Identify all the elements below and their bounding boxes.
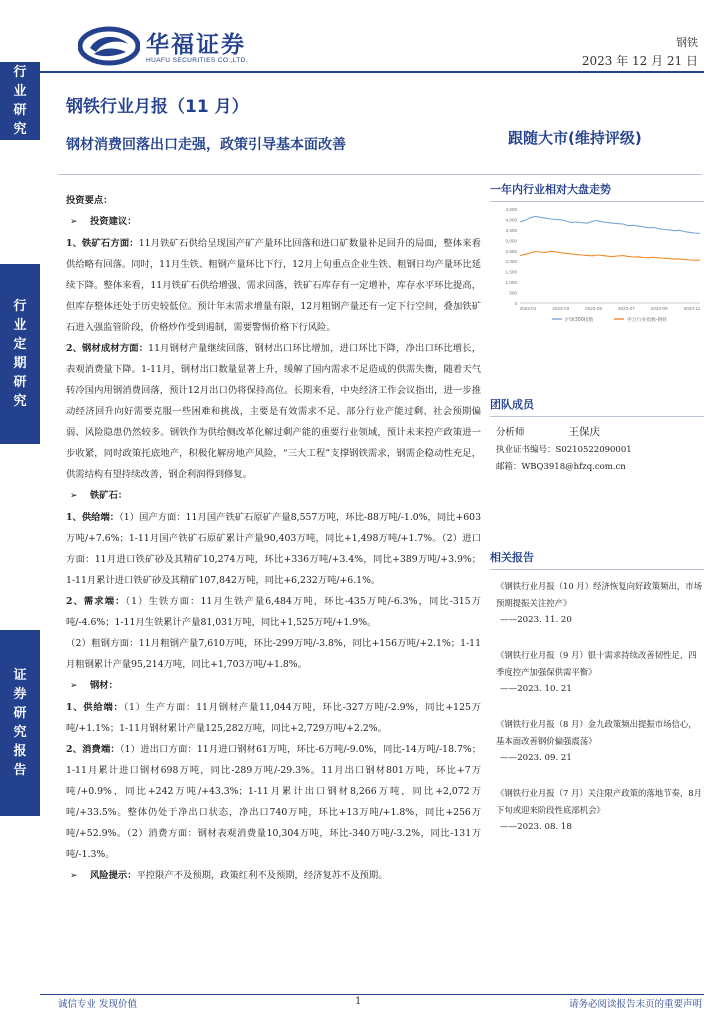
sidebar-label-securities-report — [0, 630, 40, 816]
bullet-icon: ➢ — [70, 681, 78, 691]
related-report-item[interactable] — [496, 716, 704, 767]
y-tick-label: 1,500 — [505, 269, 517, 275]
main-body — [66, 190, 481, 887]
header-sector: 钢铁 — [676, 36, 698, 49]
company-logo — [78, 24, 268, 74]
investment-heading: 投资要点： — [66, 195, 113, 206]
cert-label: 执业证书编号： — [496, 445, 556, 455]
cert-row — [496, 442, 704, 459]
related-report-item[interactable] — [496, 578, 704, 629]
reports-heading: 相关报告 — [490, 551, 534, 564]
sidebar-char: 券 — [13, 687, 27, 702]
y-tick-label: 1,000 — [505, 280, 517, 286]
bullet-icon: ➢ — [70, 871, 78, 881]
section-iron-ore: ➢ 铁矿石： — [66, 485, 481, 507]
related-reports — [490, 549, 704, 836]
related-report-title[interactable]: 《钢铁行业月报（8 月）金九政策频出提振市场信心，基本面改善钢价偏强震荡》 — [496, 719, 697, 746]
related-report-date: ——2023. 11. 20 — [500, 615, 572, 625]
related-report-title[interactable]: 《钢铁行业月报（9 月）银十需求持续改善韧性足，四季度控产加强保供需平衡》 — [496, 650, 697, 677]
bullet-icon: ➢ — [70, 217, 78, 227]
related-report-date: ——2023. 09. 21 — [500, 753, 572, 763]
header-date: 2023 年 12 月 21 日 — [581, 54, 698, 68]
x-tick-label: 2023-05 — [585, 306, 603, 311]
chart-section-header — [490, 181, 704, 202]
related-report-date: ——2023. 08. 18 — [500, 822, 572, 832]
y-tick-label: 3,500 — [505, 227, 517, 233]
logo-name-en: HUAFU SECURITIES CO.,LTD. — [146, 57, 248, 64]
sidebar-char: 告 — [13, 763, 27, 778]
related-report-item[interactable] — [496, 647, 704, 698]
paragraph-steel: 2、钢材成材方面：11月钢材产量继续回落，钢材出口环比增加，进口环比下降，净出口环比增长，表观消费量下降。1-11月，钢材出口数量显著上升，缓解了国内需求不足造成的供需失衡，随着天气转冷国内用钢消费回落，预计12月出口仍将保持高位。长期来看，中央经济工作会议指出，进一步推动经济回升向好需要克服一些困难和挑战，主要是有效需求不足、部分行业产能过剩、社会预期偏弱、风险隐患仍然较多。钢铁作为供给侧改革化解过剩产能的重要行业领域，预计未来控产政策进一步收紧，同时政策托底地产，积极化解房地产风险，“三大工程”支撑钢铁需求，钢需企稳动性充足，供需结构有望持续改善，钢企利润得到修复。 — [66, 343, 481, 480]
legend-label-1: 申万行业指数-钢铁 — [627, 318, 668, 323]
paragraph-steel-supply: 1、供给端：（1）生产方面：11月钢材产量11,044万吨，环比-327万吨/-2.9%，同比+125万吨/+1.1%；1-11月钢材累计产量125,282万吨，同比+2,729万吨/+2.2%。 — [66, 702, 481, 734]
legend-label-0: 沪深300指数 — [565, 318, 594, 323]
y-tick-label: 0 — [514, 301, 517, 306]
sidebar-char: 究 — [13, 725, 27, 740]
footer-rule — [40, 994, 704, 995]
relative-performance-chart — [490, 201, 704, 327]
paragraph-iron-ore: 1、铁矿石方面：11月铁矿石供给呈现国产矿产量环比回落和进口矿数量补足回升的局面，整体来看供给略有回落。同时，11月生铁、粗钢产量环比下行，12月上旬重点企业生铁、粗钢日均产量环比延续下降。整体来看，11月铁矿石供给增强、需求回落，铁矿石库存有一定增补，库存水平环比提高，但库存整体还处于历史较低位。预计年末需求增量有限，12月粗钢产量还有一定下行空间，叠加铁矿石进入强监管阶段，价格炒作受到遏制，需要警惕价格下行风险。 — [66, 238, 481, 333]
analyst-row — [496, 423, 704, 442]
sidebar-char: 定 — [13, 337, 27, 352]
title-separator — [58, 174, 702, 175]
sidebar-char: 业 — [13, 84, 27, 99]
footer-disclaimer: 请务必阅读报告末页的重要声明 — [568, 999, 702, 1010]
team-heading: 团队成员 — [490, 398, 534, 411]
y-tick-label: 2,500 — [505, 248, 517, 254]
paragraph-steel-consumption: 2、消费端：（1）进出口方面：11月进口钢材61万吨，环比-6万吨/-9.0%，同比-14万吨/-18.7%；1-11月累计进口钢材698万吨，同比-289万吨/-29.3%。11月出口钢材801万吨，环比+7万吨/+0.9%，同比+242万吨/+43.3%；1-11月累计出口钢材8,266万吨，同比+2,072万吨/+33.5%。整体仍处于净出口状态，净出口740万吨，环比+13万吨/+1.8%，同比+256万吨/+52.9%。（2）消费方面：钢材表观消费量10,304万吨，环比-340万吨/-3.2%，同比-131万吨/-1.3%。 — [66, 744, 481, 860]
y-tick-label: 500 — [509, 290, 517, 296]
sidebar-label-periodic-research — [0, 264, 40, 444]
related-report-title[interactable]: 《钢铁行业月报（10 月）经济恢复向好政策频出，市场预期提振关注控产》 — [496, 581, 702, 608]
x-tick-label: 2023-07 — [617, 306, 635, 311]
y-tick-label: 4,000 — [505, 217, 517, 223]
y-tick-label: 3,000 — [505, 238, 517, 244]
related-report-date: ——2023. 10. 21 — [500, 684, 572, 694]
cert-number: S0210522090001 — [555, 445, 632, 455]
x-tick-label: 2023-01 — [519, 306, 537, 311]
paragraph-crude-steel: （2）粗钢方面：11月粗钢产量7,610万吨，环比-299万吨/-3.8%，同比+156万吨/+2.1%；1-11月粗钢累计产量95,214万吨，同比+1,703万吨/+1.8%。 — [66, 638, 481, 670]
sidebar-char: 究 — [13, 394, 27, 409]
logo-mark-icon — [78, 26, 140, 66]
report-subtitle: 钢材消费回落出口走强，政策引导基本面改善 — [66, 137, 346, 153]
analyst-role: 分析师 — [496, 427, 525, 438]
sidebar-char: 研 — [13, 103, 27, 118]
sidebar-char: 研 — [13, 375, 27, 390]
rating-label: 跟随大市(维持评级) — [508, 129, 642, 147]
team-section — [490, 396, 704, 476]
team-heading-rule — [490, 416, 704, 417]
x-tick-label: 2023-11 — [683, 306, 701, 311]
email-label: 邮箱： — [496, 462, 522, 472]
series-line-1 — [520, 251, 700, 260]
sidebar-char: 行 — [13, 299, 27, 314]
sidebar-char: 业 — [13, 318, 27, 333]
related-report-title[interactable]: 《钢铁行业月报（7 月）关注限产政策的落地节奏，8月下旬或迎来阶段性底部机会》 — [496, 788, 702, 815]
report-title: 钢铁行业月报（11 月） — [66, 97, 249, 117]
sidebar-label-industry-research — [0, 62, 40, 140]
series-line-0 — [520, 216, 700, 233]
y-tick-label: 4,500 — [505, 207, 517, 212]
risk-warning: ➢ 风险提示：平控限产不及预期，政策红利不及预期，经济复苏不及预期。 — [66, 865, 481, 887]
x-tick-label: 2023-09 — [650, 306, 668, 311]
paragraph-ore-supply: 1、供给端：（1）国产方面：11月国产铁矿石原矿产量8,557万吨，环比-88万吨/-1.0%，同比+603万吨/+7.6%；1-11月国产铁矿石原矿累计产量90,403万吨，同比+1,498万吨/+1.7%。（2）进口方面：11月进口铁矿砂及其精矿10,274万吨，环比+336万吨/+3.4%，同比+389万吨/+3.9%；1-11月累计进口铁矿砂及其精矿107,842万吨，同比+6,232万吨/+6.1%。 — [66, 512, 481, 586]
chart-heading: 一年内行业相对大盘走势 — [490, 183, 611, 196]
y-tick-label: 2,000 — [505, 259, 517, 265]
bullet-icon: ➢ — [70, 491, 78, 501]
email-row — [496, 459, 704, 476]
sidebar-char: 究 — [13, 122, 27, 137]
section-steel: ➢ 钢材： — [66, 675, 481, 697]
footer-slogan: 诚信专业 发现价值 — [58, 999, 138, 1010]
email-link[interactable]: WBQ3918@hfzq.com.cn — [521, 462, 626, 472]
related-report-item[interactable] — [496, 785, 704, 836]
left-sidebar — [0, 62, 40, 964]
chart-svg — [490, 201, 704, 327]
sidebar-char: 证 — [13, 668, 27, 683]
sidebar-char: 报 — [13, 744, 27, 759]
section-investment-advice: ➢ 投资建议： — [66, 211, 481, 233]
x-tick-label: 2023-03 — [552, 306, 570, 311]
reports-heading-rule — [490, 569, 704, 570]
page-number: 1 — [355, 996, 362, 1007]
sidebar-char: 研 — [13, 706, 27, 721]
sidebar-char: 期 — [13, 356, 27, 371]
analyst-name: 王保庆 — [568, 426, 601, 438]
logo-name-cn: 华福证券 — [146, 32, 246, 58]
header-rule — [40, 71, 704, 73]
sidebar-char: 行 — [13, 65, 27, 80]
paragraph-ore-demand: 2、需求端：（1）生铁方面：11月生铁产量6,484万吨，环比-435万吨/-6.3%，同比-315万吨/-4.6%；1-11月生铁累计产量81,031万吨，同比+1,525万吨/+1.9%。 — [66, 596, 481, 628]
